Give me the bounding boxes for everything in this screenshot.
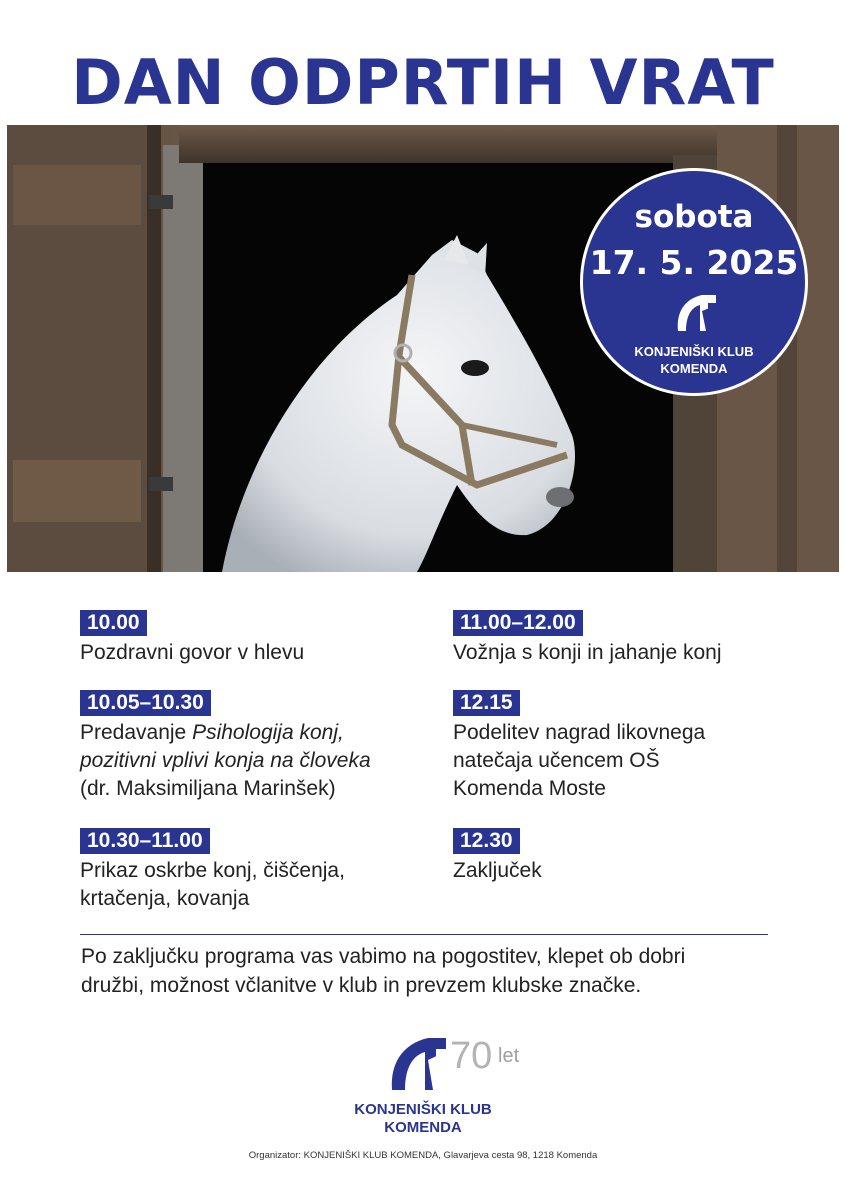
lecture-title-cont: pozitivni vplivi konja na človeka xyxy=(80,749,371,772)
badge-day: sobota xyxy=(634,199,754,235)
anniversary-number: 70 xyxy=(450,1035,493,1077)
schedule-text: natečaja učencem OŠ xyxy=(453,749,660,772)
section-divider xyxy=(80,934,768,935)
schedule-text: krtačenja, kovanja xyxy=(80,887,250,910)
schedule-text: Zaključek xyxy=(453,859,542,882)
schedule-time: 12.30 xyxy=(453,828,520,854)
anniversary-suffix: let xyxy=(498,1045,520,1067)
badge-date: 17. 5. 2025 xyxy=(589,243,799,282)
schedule-time: 10.30–11.00 xyxy=(80,828,210,854)
anniversary-logo xyxy=(388,1032,538,1099)
schedule-time: 12.15 xyxy=(453,690,520,716)
schedule-item xyxy=(80,610,304,667)
closing-line: Po zaključku programa vas vabimo na pogostitev, klepet ob dobri xyxy=(81,945,686,968)
schedule-item xyxy=(453,828,542,885)
horse-head-logo-icon xyxy=(392,1038,446,1090)
page-title: DAN ODPRTIH VRAT xyxy=(71,46,775,119)
schedule-text: Komenda Moste xyxy=(453,777,606,800)
bottom-club-line1: KONJENIŠKI KLUB xyxy=(354,1101,492,1118)
schedule-time: 10.00 xyxy=(80,610,147,636)
badge-club-line1: KONJENIŠKI KLUB xyxy=(634,344,754,359)
schedule-time: 11.00–12.00 xyxy=(453,610,583,636)
lecture-speaker: (dr. Maksimiljana Marinšek) xyxy=(80,777,336,800)
schedule-text: Podelitev nagrad likovnega xyxy=(453,721,706,744)
schedule-item xyxy=(453,690,705,803)
schedule-text: Predavanje xyxy=(80,721,193,744)
closing-line: družbi, možnost včlanitve v klub in prevzem klubske značke. xyxy=(81,974,642,997)
bottom-club-line2: KOMENDA xyxy=(384,1119,462,1136)
schedule-text: Pozdravni govor v hlevu xyxy=(80,641,305,664)
schedule-text: Prikaz oskrbe konj, čiščenja, xyxy=(80,859,345,882)
closing-text xyxy=(81,942,781,1000)
lecture-title: Psihologija konj, xyxy=(192,721,344,744)
schedule-item xyxy=(453,610,722,667)
badge-club-line2: KOMENDA xyxy=(660,361,728,376)
schedule-item xyxy=(80,828,345,913)
schedule-item xyxy=(80,690,371,803)
date-badge xyxy=(580,168,808,396)
horse-head-logo-icon xyxy=(672,291,722,340)
organizer-footer: Organizator: KONJENIŠKI KLUB KOMENDA, Glavarjeva cesta 98, 1218 Komenda xyxy=(248,1150,598,1161)
schedule-text: Vožnja s konji in jahanje konj xyxy=(453,641,722,664)
schedule-time: 10.05–10.30 xyxy=(80,690,211,716)
